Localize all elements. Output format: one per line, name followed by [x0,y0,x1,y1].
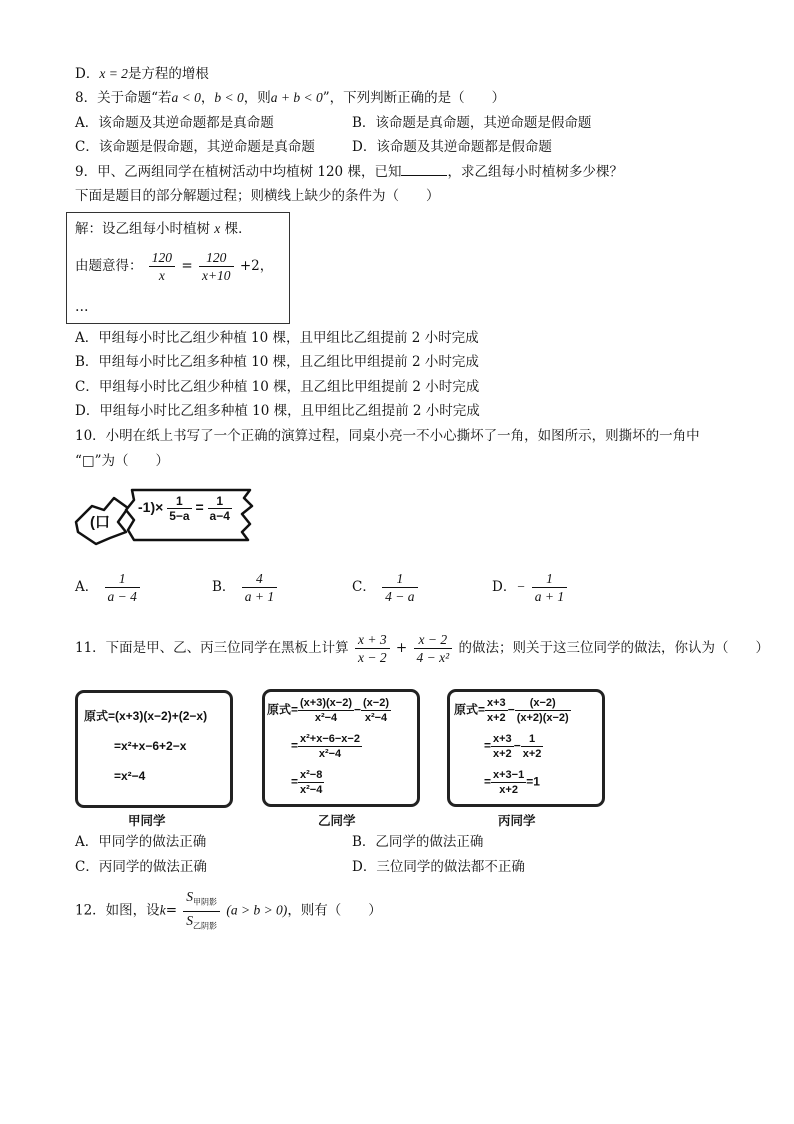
board-bing [447,689,605,807]
q9-equation: 由题意得： $\frac{120}{x}$ = $\frac{120}{x+10}$ +2， [75,250,274,283]
q8-option-d: D．该命题及其逆命题都是假命题 [352,139,552,155]
q9-option-b: B．甲组每小时比乙组多种植 10 棵，且乙组比甲组提前 2 小时完成 [75,354,479,370]
q9-solution-box [66,212,290,324]
caption-bing: 丙同学 [498,814,536,828]
paper-right-expression: -1)× $\frac{1}{5-a}$ = $\frac{1}{a-4}$ [138,494,230,523]
q11-option-a: A．甲同学的做法正确 [75,834,207,850]
q9-frac-2: $\frac{120}{x+10}$ [199,249,234,284]
q10-option-c: C． $\frac{1}{4 - a}$ [352,570,420,605]
caption-yi: 乙同学 [318,814,356,828]
board-yi [262,689,420,807]
bing-line-1: 原式= $\frac{x+3}{x+2}$ − $\frac{(x-2)}{(x+2)(x-2)}$ [454,697,569,724]
q8-option-a: A．该命题及其逆命题都是真命题 [75,115,274,131]
q9-option-c: C．甲组每小时比乙组少种植 10 棵，且乙组比甲组提前 2 小时完成 [75,379,480,395]
yi-line-1: 原式= $\frac{(x+3)(x-2)}{\text{x²−4}}$ − $\frac{(x-2)}{\text{x²−4}}$ [267,697,390,724]
jia-line-2: =x²+x−6+2−x [114,739,187,753]
q9-option-a: A．甲组每小时比乙组少种植 10 棵，且甲组比乙组提前 2 小时完成 [75,330,479,346]
yi-line-2: = $\frac{\text{x²+x−6−x−2}}{\text{x²−4}}$ [291,733,360,760]
q8-option-b: B．该命题是真命题，其逆命题是假命题 [352,115,592,131]
caption-jia: 甲同学 [128,814,166,828]
q11-option-c: C．丙同学的做法正确 [75,859,207,875]
jia-line-3: =x²−4 [114,769,146,783]
bing-line-3: = $\frac{x+3-1}{x+2}$ =1 [484,769,540,796]
q10-option-a: A． $\frac{1}{a - 4}$ [75,570,142,605]
q10-stem: 10．小明在纸上书写了一个正确的演算过程，同桌小亮一不小心撕坏了一角，如图所示，则撕坏的一角中 [75,428,700,444]
q9-instruction: 下面是题目的部分解题过程；则横线上缺少的条件为（ ） [75,188,440,204]
q9-stem: 9．甲、乙两组同学在植树活动中均植树 120 棵，已知 ，求乙组每小时植树多少棵？ [75,164,623,180]
q12-stem: 12．如图，设k= $\frac{S_{甲阴影}}{S_{乙阴影}}$ (a > b > 0)，则有（ ） [75,888,382,934]
q9-option-d: D．甲组每小时比乙组多种植 10 棵，且甲组比乙组提前 2 小时完成 [75,403,480,419]
q10-option-b: B． $\frac{4}{a + 1}$ [212,570,279,605]
q11-stem: 11．下面是甲、乙、丙三位同学在黑板上计算 $\frac{x + 3}{x - 2}$ + $\frac{x - 2}{\text{4 − x²}}$ 的做法；则关于这三位同学的做法，你认为（ ） [75,632,769,665]
q9-ellipsis: … [75,299,89,315]
q8-stem: 8．关于命题“若a < 0，b < 0，则a + b < 0”，下列判断正确的是（ ） [75,90,506,106]
q8-option-c: C．该命题是假命题，其逆命题是真命题 [75,139,315,155]
q9-solution-line1: 解：设乙组每小时植树 x 棵． [75,221,252,237]
q7-option-d: D．x = 2是方程的增根 [75,66,209,82]
q11-option-b: B．乙同学的做法正确 [352,834,484,850]
q11-option-d: D．三位同学的做法都不正确 [352,859,525,875]
q10-stem-2: “□”为（ ） [75,453,170,469]
jia-line-1: 原式=(x+3)(x−2)+(2−x) [84,709,208,723]
q12-fraction: $\frac{S_{甲阴影}}{S_{乙阴影}}$ [183,888,220,934]
q9-frac-1: $\frac{120}{x}$ [149,249,175,284]
paper-left-text: (口 [90,514,110,531]
q10-option-d: D．− $\frac{1}{a + 1}$ [492,570,569,605]
bing-line-2: = $\frac{x+3}{x+2}$ − $\frac{1}{x+2}$ [484,733,542,760]
q9-blank [401,163,447,176]
yi-line-3: = $\frac{\text{x²−8}}{\text{x²−4}}$ [291,769,323,796]
board-jia [75,690,233,808]
